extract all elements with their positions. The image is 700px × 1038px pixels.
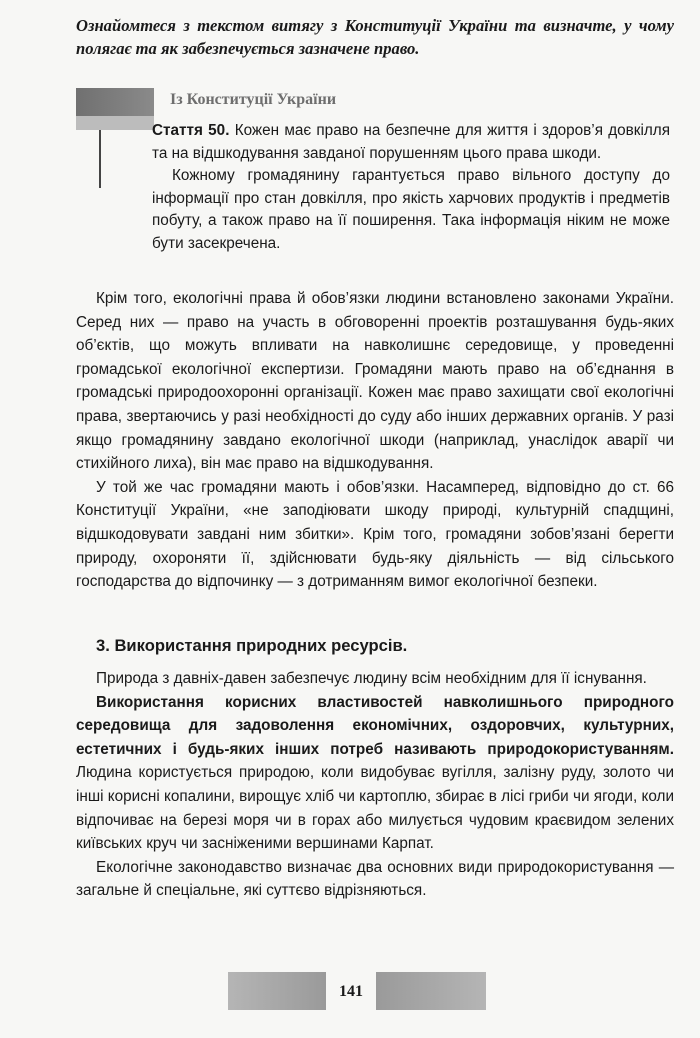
page-number: 141 [339,983,363,1000]
footer-decoration-right [376,972,486,1010]
section-paragraph-1: Природа з давніх-давен забезпечує людину всім необхідним для її існування. [96,670,647,687]
section-paragraph-2-rest: Людина користується природою, коли видобуває вугілля, залізну руду, золото чи інші корисні копалини, вирощує хліб чи картоплю, збирає в лісі гриби чи ягоди, коли відпочиває на березі моря чи в горах або милується чудовим краєвидом зелених київських круч чи засніженими вершинами Карпат. [76,764,674,853]
box-decoration-light [76,116,154,130]
article-paragraph-2: Кожному громадянину гарантується право вільного доступу до інформації про стан довкілля, про якість харчових продуктів і предметів побуту, а також право на її поширення. Така інформація ніким не може бути засекречена. [152,167,670,252]
article-paragraph-1 [152,120,670,165]
constitution-box-title: Із Конституції України [170,91,337,108]
paragraph-duties: У той же час громадяни мають і обов’язки. Насамперед, відповідно до ст. 66 Конституції України, «не заподіювати шкоду природі, культурній спадщині, відшкодовувати завдані ним збитки». Крім того, громадяни зобов’язані берегти природу, охороняти її, здійснювати будь-яку діяльність — від сільського господарства до відпочинку — з дотриманням вимог екологічної безпеки. [76,478,674,591]
section-paragraph-2 [76,691,674,856]
section-heading: 3. Використання природних ресурсів. [96,636,408,655]
article-label: Стаття 50. [152,122,230,139]
section-paragraph-3: Екологічне законодавство визначає два основних види природокористування — загальне й спеціальне, які суттєво відрізняються. [76,858,674,900]
box-decoration-dark [76,88,154,116]
main-text [76,287,674,594]
footer-decoration-left [228,972,326,1010]
section-text [76,667,674,903]
box-vertical-rule [99,130,101,188]
definition-text: Використання корисних властивостей навколишнього природного середовища для задоволення економічних, оздоровчих, культурних, естетичних і будь-яких інших потреб називають природокористуванням. [76,693,674,758]
intro-task: Ознайомтеся з текстом витягу з Конституції України та визначте, у чому полягає та як забезпечується зазначене право. [76,16,674,58]
constitution-article [152,120,670,256]
article-text: Кожен має право на безпечне для життя і здоров’я довкілля та на відшкодування завданої порушенням цього права шкоди. [152,122,670,162]
paragraph-rights: Крім того, екологічні права й обов’язки людини встановлено законами України. Серед них — право на участь в обговоренні проектів розташування будь-яких об’єктів, що можуть впливати на навколишнє середовище, у проведенні громадської екологічної експертизи. Громадяни мають право на об’єднання в громадські природоохоронні організації. Кожен має право захищати свої екологічні права, звертаючись у разі необхідності до суду або інших державних органів. У разі якщо громадянину завдано екологічної шкоди (наприклад, унаслідок аварії чи стихійного лиха), він має право на відшкодування. [76,290,674,473]
